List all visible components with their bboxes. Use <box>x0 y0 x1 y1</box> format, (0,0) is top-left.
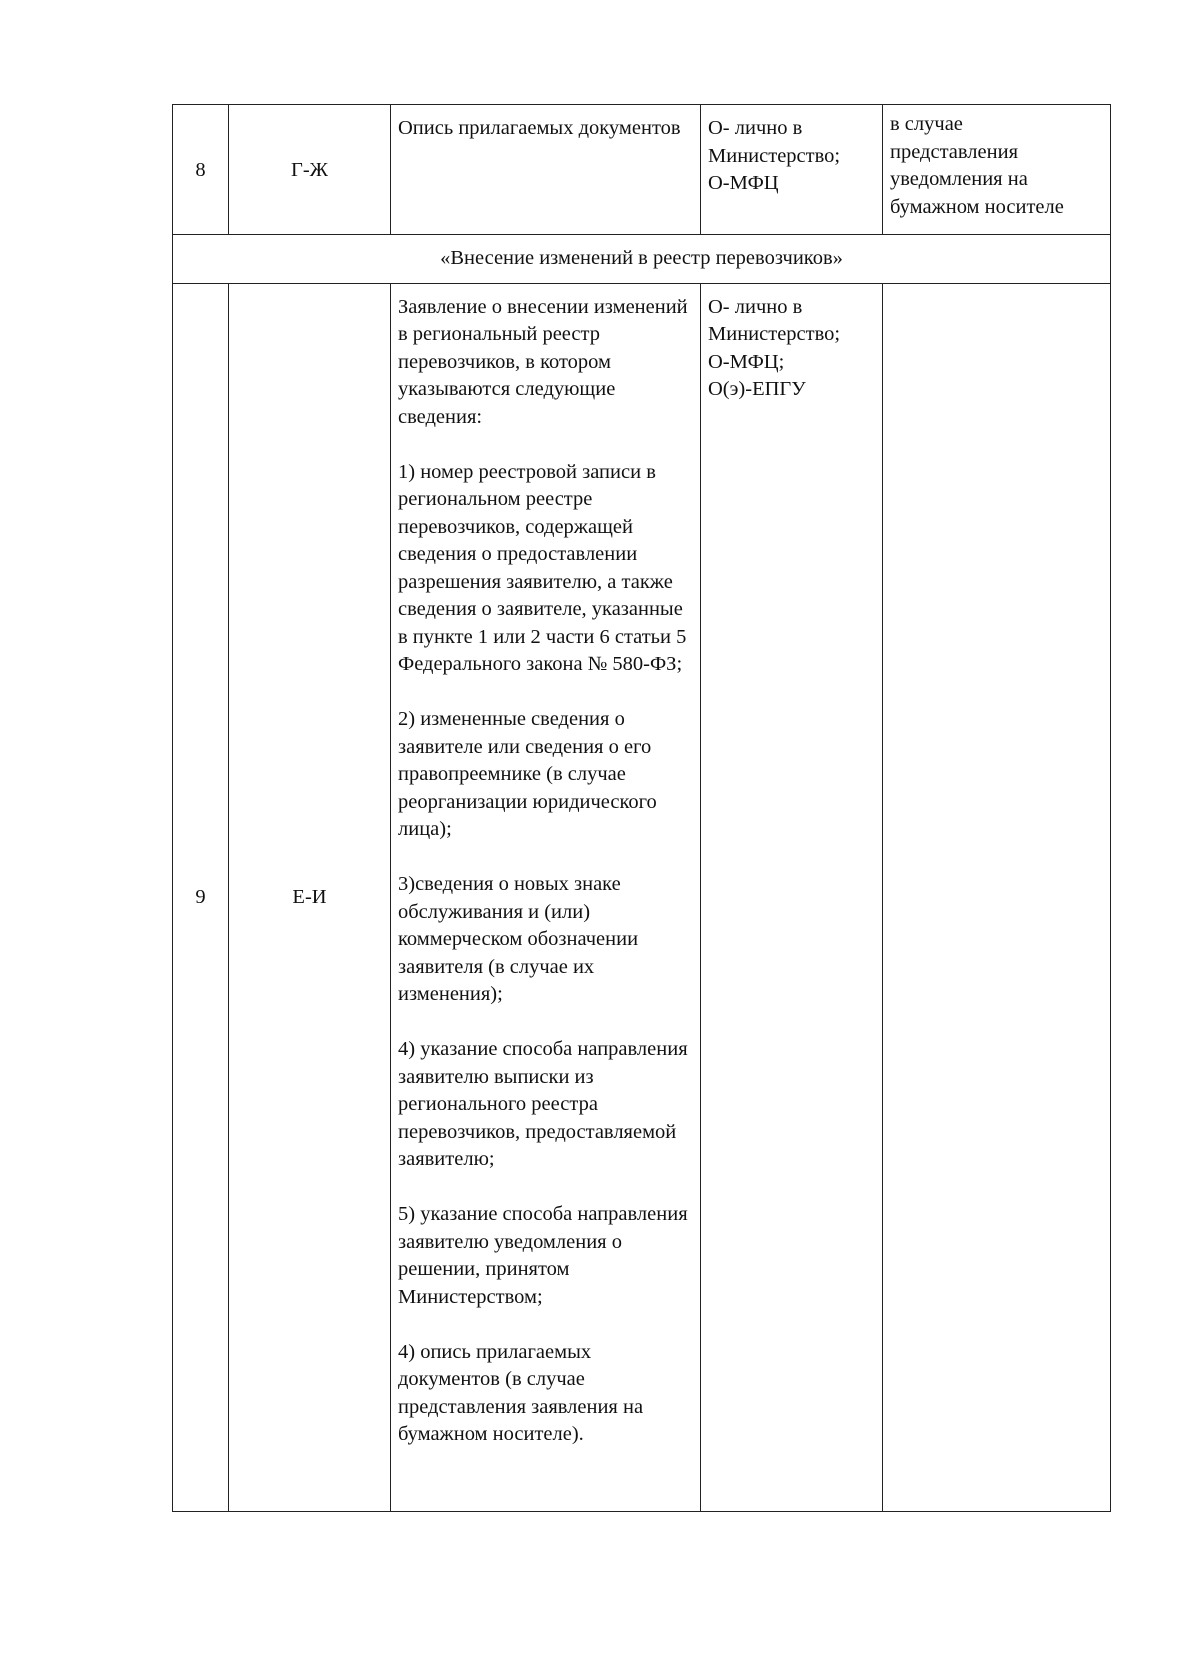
method-line: О-МФЦ; <box>708 350 785 373</box>
row-number-cell: 8 <box>173 105 229 235</box>
note-line: в случае <box>890 113 963 135</box>
document-paragraph: Заявление о внесении изменений в региональный реестр перевозчиков, в котором указываются следующие сведения: <box>398 295 688 428</box>
method-line: О-МФЦ <box>708 172 779 194</box>
document-text: Опись прилагаемых документов <box>398 117 681 139</box>
section-title: «Внесение изменений в реестр перевозчиков» <box>173 235 1111 284</box>
method-line: Министерство; <box>708 144 841 167</box>
table-row-9 <box>173 283 1111 1511</box>
method-cell <box>701 105 883 235</box>
method-line: О- лично в <box>708 117 803 139</box>
note-cell <box>883 105 1111 235</box>
row-code-cell: Е-И <box>229 283 391 1511</box>
document-paragraph: 3)сведения о новых знаке обслуживания и (или) коммерческом обозначении заявителя (в случае их изменения); <box>398 873 639 1005</box>
section-header-row <box>173 235 1111 284</box>
method-line: О(э)-ЕПГУ <box>708 378 806 400</box>
note-line: бумажном носителе <box>890 195 1064 218</box>
document-paragraph: 4) указание способа направления заявителю выписки из регионального реестра перевозчиков, предоставляемой заявителю; <box>398 1038 688 1170</box>
method-cell <box>701 283 883 1511</box>
document-cell <box>391 283 701 1511</box>
method-line: О- лично в <box>708 295 803 318</box>
row-number-cell: 9 <box>173 283 229 1511</box>
document-table <box>172 104 1111 1512</box>
note-line: уведомления на <box>890 168 1028 190</box>
document-paragraph: 4) опись прилагаемых документов (в случае представления заявления на бумажном носителе). <box>398 1340 644 1445</box>
document-paragraph: 2) измененные сведения о заявителе или сведения о его правопреемнике (в случае реорганизации юридического лица); <box>398 708 657 840</box>
document-paragraph: 5) указание способа направления заявителю уведомления о решении, принятом Министерством; <box>398 1203 688 1308</box>
row-code-cell: Г-Ж <box>229 105 391 235</box>
document-cell <box>391 105 701 235</box>
table-row-8 <box>173 105 1111 235</box>
document-paragraph: 1) номер реестровой записи в региональном реестре перевозчиков, содержащей сведения о предоставлении разрешения заявителю, а также сведения о заявителе, указанные в пункте 1 или 2 части 6 статьи 5 Федерального закона № 580-ФЗ; <box>398 460 687 675</box>
method-line: Министерство; <box>708 323 841 345</box>
note-line: представления <box>890 140 1018 163</box>
note-cell <box>883 283 1111 1511</box>
